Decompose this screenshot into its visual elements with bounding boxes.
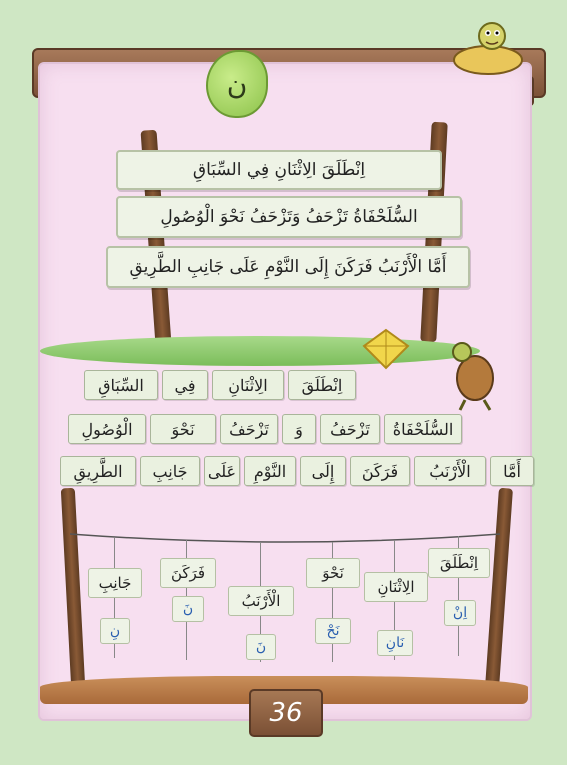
word-tile: السُّلَحْفَاةُ <box>384 414 462 444</box>
sentence-sign-3: أَمَّا الْأَرْنَبُ فَرَكَنَ إِلَى النَّوْمِ عَلَى جَانِبِ الطَّرِيقِ <box>106 246 470 288</box>
clothesline <box>70 530 500 550</box>
word-tile: إِلَى <box>300 456 346 486</box>
word-tile: أَمَّا <box>490 456 534 486</box>
word-tile: اِنْطَلَقَ <box>288 370 356 400</box>
hanging-word-card: الْأَرْنَبُ <box>228 586 294 616</box>
word-tile: تَزْحَفُ <box>220 414 278 444</box>
sentence-sign-2: السُّلَحْفَاةُ تَزْحَفُ وَتَزْحَفُ نَحْوَ الْوُصُولِ <box>116 196 462 238</box>
hanging-syllable-card: نِ <box>100 618 130 644</box>
hanging-word-card: فَرَكَنَ <box>160 558 216 588</box>
word-tile: الِاثْنَانِ <box>212 370 284 400</box>
letter-nun: ن <box>226 67 248 101</box>
letter-leaf <box>206 50 268 118</box>
word-tile: الْأَرْنَبُ <box>414 456 486 486</box>
hanging-word-card: اِنْطَلَقَ <box>428 548 490 578</box>
word-tile: وَ <box>282 414 316 444</box>
sentence-sign-1: اِنْطَلَقَ الِاثْنَانِ فِي السِّبَاقِ <box>116 150 442 190</box>
hanging-syllable-card: نَ <box>172 596 204 622</box>
hanging-word-card: الِاثْنَانِ <box>364 572 428 602</box>
kite-icon <box>362 328 410 370</box>
hanging-syllable-card: نَ <box>246 634 276 660</box>
hanging-syllable-card: اِنْ <box>444 600 476 626</box>
word-tile: النَّوْمِ <box>244 456 296 486</box>
word-tile: الْوُصُولِ <box>68 414 146 444</box>
hanging-syllable-card: نَانِ <box>377 630 413 656</box>
word-tile: تَزْحَفُ <box>320 414 380 444</box>
meadow-grass <box>40 336 480 366</box>
hanging-syllable-card: نَحْ <box>315 618 351 644</box>
word-tile: الطَّرِيقِ <box>60 456 136 486</box>
word-tile: فِي <box>162 370 208 400</box>
turtle-peeking-icon <box>448 20 528 76</box>
turtle-kite-icon <box>440 340 510 412</box>
hanging-word-card: نَحْوَ <box>306 558 360 588</box>
word-tile: نَحْوَ <box>150 414 216 444</box>
word-tile: جَانِبِ <box>140 456 200 486</box>
hanging-word-card: جَانِبِ <box>88 568 142 598</box>
word-tile: عَلَى <box>204 456 240 486</box>
word-tile: فَرَكَنَ <box>350 456 410 486</box>
word-tile: السِّبَاقِ <box>84 370 158 400</box>
page-number: 36 <box>249 689 323 737</box>
